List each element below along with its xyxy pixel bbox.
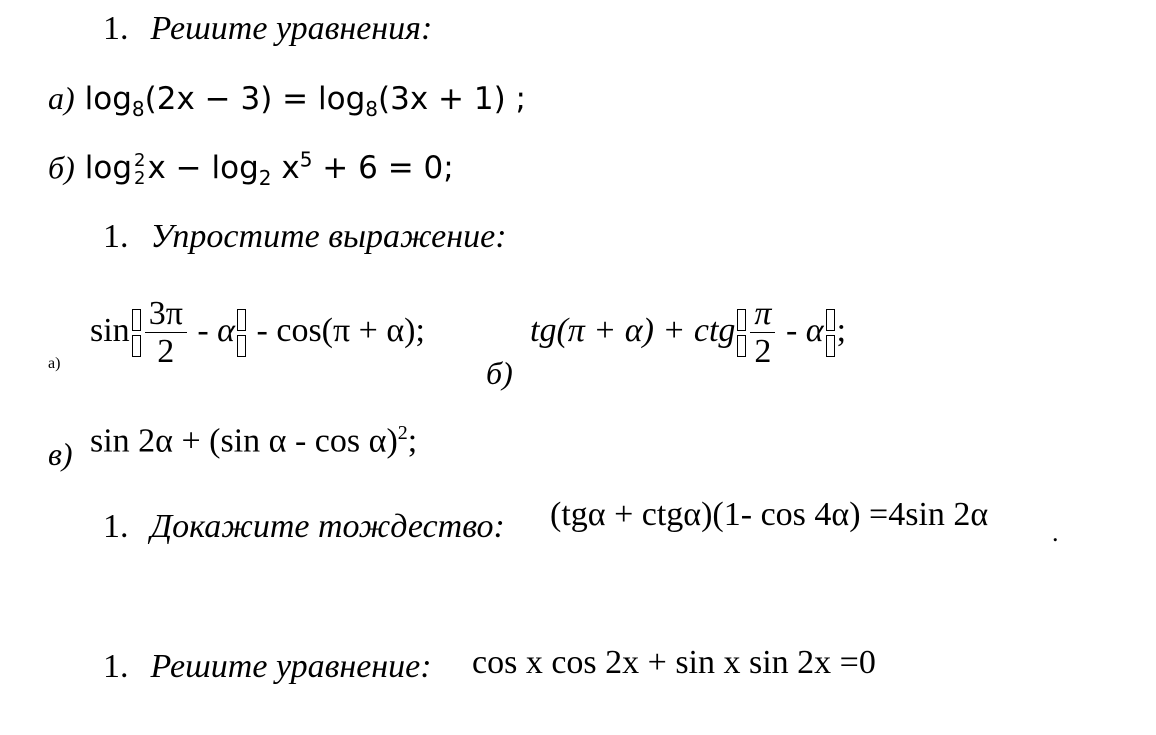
identity-expression: (tgα + ctgα)(1- cos 4α) =4sin 2α: [550, 496, 989, 533]
math-expression: log 2 2 $x - \log_2 x^5 + 6 = 0$;: [84, 148, 454, 191]
item-label-v2: в): [48, 436, 73, 472]
item-label: а): [48, 80, 75, 116]
identity-period: .: [1052, 518, 1059, 547]
section-number: 1.: [103, 10, 129, 47]
item-label-b2: б): [486, 355, 513, 391]
item-label-a2: а): [48, 355, 61, 372]
math-expression: $\log_8(2x - 3) = \log_8(3x + 1)$ ;: [84, 81, 526, 122]
section-2-heading: [103, 218, 507, 256]
section-number: 1.: [103, 648, 129, 685]
section-4-heading: [103, 648, 432, 686]
section-title: Упростите выражение:: [150, 218, 507, 255]
section-number: 1.: [103, 508, 129, 545]
trig-equation-expression: cos x cos 2x + sin x sin 2x =0: [472, 644, 876, 681]
simplify-b-expression: tg(π + α) + ctg $\frac{\pi}{2}$ - α ;: [530, 295, 847, 370]
section-title: Решите уравнения:: [150, 10, 433, 47]
simplify-a-expression: sin $\frac{3\pi}{2}$ - α - cos(π + α);: [90, 295, 425, 370]
section-number: 1.: [103, 218, 129, 255]
section-title: Докажите тождество:: [150, 508, 505, 545]
equation-a: [48, 80, 526, 121]
simplify-v-expression: sin 2α + (sin α - cos α)$^2$;: [90, 422, 418, 460]
section-title: Решите уравнение:: [150, 648, 432, 685]
section-1-heading: [103, 10, 432, 48]
section-3-heading: [103, 508, 505, 546]
equation-b: [48, 148, 454, 191]
item-label: б): [48, 149, 75, 186]
